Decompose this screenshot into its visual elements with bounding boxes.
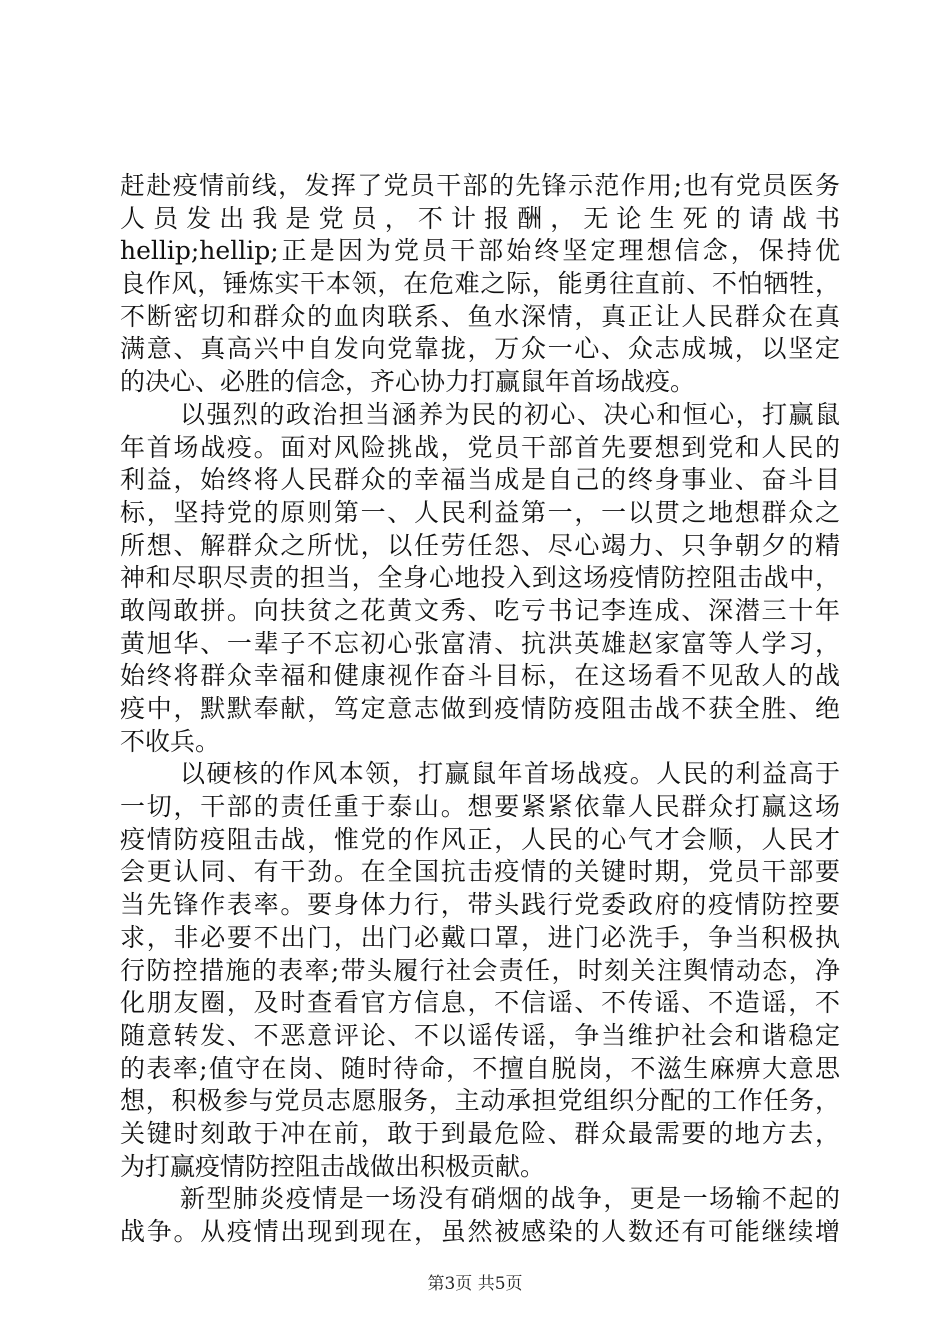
text-line: 敢闯敢拼。向扶贫之花黄文秀、吃亏书记李连成、深潜三十年 xyxy=(120,595,840,625)
text-line: 的决心、必胜的信念，齐心协力打赢鼠年首场战疫。 xyxy=(120,367,696,397)
text-line: 疫中，默默奉献，笃定意志做到疫情防疫阻击战不获全胜、绝 xyxy=(120,694,840,723)
text-line: 以强烈的政治担当涵养为民的初心、决心和恒心，打赢鼠 xyxy=(180,399,840,429)
text-line: hellip;hellip;正是因为党员干部始终坚定理想信念，保持优 xyxy=(120,236,840,266)
text-line: 化朋友圈，及时查看官方信息，不信谣、不传谣、不造谣，不 xyxy=(120,988,840,1018)
text-line: 神和尽职尽责的担当，全身心地投入到这场疫情防控阻击战中， xyxy=(120,563,840,593)
page-footer: 第3页 共5页 xyxy=(427,1274,523,1294)
text-line: 以硬核的作风本领，打赢鼠年首场战疫。人民的利益高于 xyxy=(180,759,840,789)
text-line: 标，坚持党的原则第一、人民利益第一，一以贯之地想群众之 xyxy=(120,497,840,527)
text-line: 疫情防疫阻击战，惟党的作风正，人民的心气才会顺，人民才 xyxy=(120,824,840,854)
text-line: 不收兵。 xyxy=(120,726,221,756)
text-line: 一切，干部的责任重于泰山。想要紧紧依靠人民群众打赢这场 xyxy=(120,792,840,822)
text-line: 会更认同、有干劲。在全国抗击疫情的关键时期，党员干部要 xyxy=(120,857,840,887)
text-line: 良作风，锤炼实干本领，在危难之际，能勇往直前、不怕牺牲， xyxy=(120,269,840,299)
text-line: 想，积极参与党员志愿服务，主动承担党组织分配的工作任务， xyxy=(120,1086,840,1116)
text-line: 所想、解群众之所忧，以任劳任怨、尽心竭力、只争朝夕的精 xyxy=(120,530,840,560)
text-line: 的表率;值守在岗、随时待命，不擅自脱岗，不滋生麻痹大意思 xyxy=(120,1053,840,1083)
text-line: 新型肺炎疫情是一场没有硝烟的战争，更是一场输不起的 xyxy=(180,1184,840,1214)
text-line: 人 员 发 出 我 是 党 员 ， 不 计 报 酬 ， 无 论 生 死 的 请 战 书 xyxy=(120,203,840,233)
document-body xyxy=(120,170,840,1249)
text-line: 战争。从疫情出现到现在，虽然被感染的人数还有可能继续增 xyxy=(120,1217,840,1246)
text-line: 黄旭华、一辈子不忘初心张富清、抗洪英雄赵家富等人学习， xyxy=(120,628,840,658)
text-line: 始终将群众幸福和健康视作奋斗目标，在这场看不见敌人的战 xyxy=(120,661,840,691)
text-line: 关键时刻敢于冲在前，敢于到最危险、群众最需要的地方去， xyxy=(120,1118,840,1148)
text-line: 满意、真高兴中自发向党靠拢，万众一心、众志成城，以坚定 xyxy=(120,334,840,364)
text-line: 为打赢疫情防控阻击战做出积极贡献。 xyxy=(120,1151,546,1181)
text-line: 年首场战疫。面对风险挑战，党员干部首先要想到党和人民的 xyxy=(120,432,840,462)
text-line: 当先锋作表率。要身体力行，带头践行党委政府的疫情防控要 xyxy=(120,890,840,920)
text-line: 随意转发、不恶意评论、不以谣传谣，争当维护社会和谐稳定 xyxy=(120,1020,840,1050)
text-line: 赶赴疫情前线，发挥了党员干部的先锋示范作用;也有党员医务 xyxy=(120,171,840,200)
text-line: 求，非必要不出门，出门必戴口罩，进门必洗手，争当积极执 xyxy=(120,922,840,952)
text-line: 利益，始终将人民群众的幸福当成是自己的终身事业、奋斗目 xyxy=(120,465,840,495)
text-line: 行防控措施的表率;带头履行社会责任，时刻关注舆情动态，净 xyxy=(120,955,840,985)
text-line: 不断密切和群众的血肉联系、鱼水深情，真正让人民群众在真 xyxy=(120,301,840,331)
